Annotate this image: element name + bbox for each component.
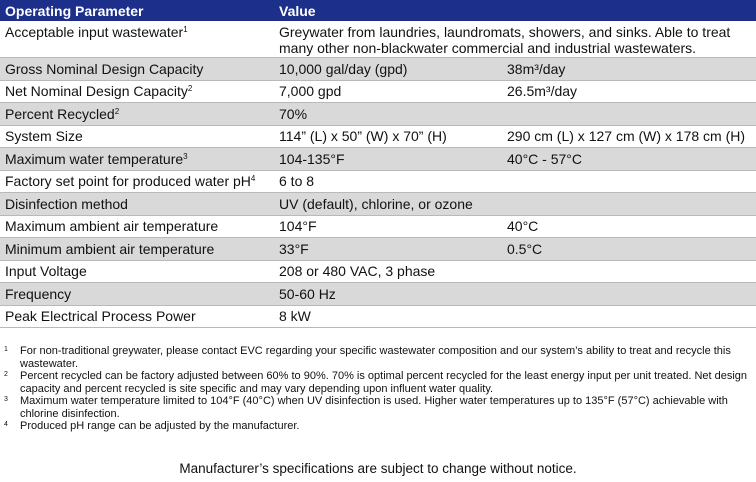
table-row bbox=[0, 103, 756, 126]
footnote-ref: 2 bbox=[114, 106, 120, 116]
footnote-text: For non-traditional greywater, please contact EVC regarding your specific wastewater composition and our system’s ability to treat and recycle this wastewater. bbox=[20, 345, 731, 370]
metric-value-cell: 0.5°C bbox=[507, 240, 543, 257]
footnote-marker: 3 bbox=[4, 396, 8, 403]
metric-value-cell: 40°C - 57°C bbox=[507, 150, 583, 167]
footnote-text: Produced pH range can be adjusted by the manufacturer. bbox=[20, 420, 300, 432]
value-cell: 50-60 Hz bbox=[279, 285, 336, 302]
param-cell: System Size bbox=[5, 128, 83, 145]
table-row bbox=[0, 148, 756, 171]
footnote-ref: 3 bbox=[183, 151, 188, 161]
table-row bbox=[0, 238, 756, 261]
footnote bbox=[0, 345, 756, 370]
value-cell: 208 or 480 VAC, 3 phase bbox=[279, 263, 436, 280]
metric-value-cell: 40°C bbox=[507, 218, 539, 235]
value-cell: UV (default), chlorine, or ozone bbox=[279, 195, 473, 212]
footnote bbox=[0, 420, 756, 433]
footnote-text: Maximum water temperature limited to 104°F (40°C) when UV disinfection is used. Higher water temperatures up to 135°F (57°C) achievable with chlorine disinfection. bbox=[20, 395, 728, 420]
header-operating-parameter: Operating Parameter bbox=[5, 2, 144, 19]
value-cell: 70% bbox=[279, 105, 308, 122]
metric-value-cell: 290 cm (L) x 127 cm (W) x 178 cm (H) bbox=[507, 128, 746, 145]
metric-value-cell: 38m³/day bbox=[507, 60, 566, 77]
table-row bbox=[0, 58, 756, 81]
param-cell: Disinfection method bbox=[5, 195, 128, 212]
value-cell: 8 kW bbox=[279, 308, 311, 325]
table-row bbox=[0, 193, 756, 216]
value-cell: 7,000 gpd bbox=[279, 83, 342, 100]
footnote-ref: 4 bbox=[250, 174, 256, 184]
value-cell: 104-135°F bbox=[279, 150, 345, 167]
param-cell: Input Voltage bbox=[5, 263, 87, 280]
param-cell: Peak Electrical Process Power bbox=[5, 308, 196, 325]
table-row bbox=[0, 306, 756, 329]
table-row bbox=[0, 171, 756, 194]
table-row bbox=[0, 216, 756, 239]
param-cell: Maximum water temperature$^3$ bbox=[5, 150, 188, 167]
disclaimer: Manufacturer’s specifications are subject to change without notice. bbox=[179, 461, 577, 476]
param-cell: Gross Nominal Design Capacity bbox=[5, 60, 204, 77]
param-cell: Acceptable input wastewater$^1$ bbox=[5, 24, 188, 40]
param-cell: Frequency bbox=[5, 285, 72, 302]
footnote bbox=[0, 370, 756, 395]
footnote-ref: 2 bbox=[187, 84, 193, 94]
value-cell: 10,000 gal/day (gpd) bbox=[279, 60, 408, 77]
table-row bbox=[0, 21, 756, 58]
header-value: Value bbox=[279, 2, 316, 19]
value-cell: 104°F bbox=[279, 218, 317, 235]
footnote-marker: 1 bbox=[4, 346, 8, 353]
footnote-text: Percent recycled can be factory adjusted between 60% to 90%. 70% is optimal percent recycled for the least energy input per unit treated. Net design capacity and percent recycled is site specific and may vary depending upon influent water quality. bbox=[20, 370, 748, 395]
footnote bbox=[0, 395, 756, 420]
value-cell: 114” (L) x 50” (W) x 70” (H) bbox=[279, 128, 447, 145]
metric-value-cell: 26.5m³/day bbox=[507, 83, 578, 100]
footnote-marker: 4 bbox=[4, 421, 8, 428]
table-row bbox=[0, 81, 756, 104]
table-row bbox=[0, 126, 756, 149]
value-cell: 33°F bbox=[279, 240, 309, 257]
param-cell: Percent Recycled$^2$ bbox=[5, 105, 120, 122]
param-cell: Maximum ambient air temperature bbox=[5, 218, 219, 235]
footnote-ref: 1 bbox=[183, 25, 188, 34]
table-row bbox=[0, 261, 756, 284]
table-header bbox=[0, 0, 756, 21]
value-cell: Greywater from laundries, laundromats, showers, and sinks. Able to treat many other non-blackwater commercial and industrial wastewaters. bbox=[279, 24, 731, 56]
param-cell: Minimum ambient air temperature bbox=[5, 240, 215, 257]
param-cell: Net Nominal Design Capacity$^2$ bbox=[5, 83, 193, 100]
footnote-marker: 2 bbox=[4, 371, 8, 378]
table-row bbox=[0, 283, 756, 306]
param-cell: Factory set point for produced water $pH^4$ bbox=[5, 173, 256, 190]
value-cell: 6 to 8 bbox=[279, 173, 315, 190]
footnotes bbox=[0, 345, 756, 433]
